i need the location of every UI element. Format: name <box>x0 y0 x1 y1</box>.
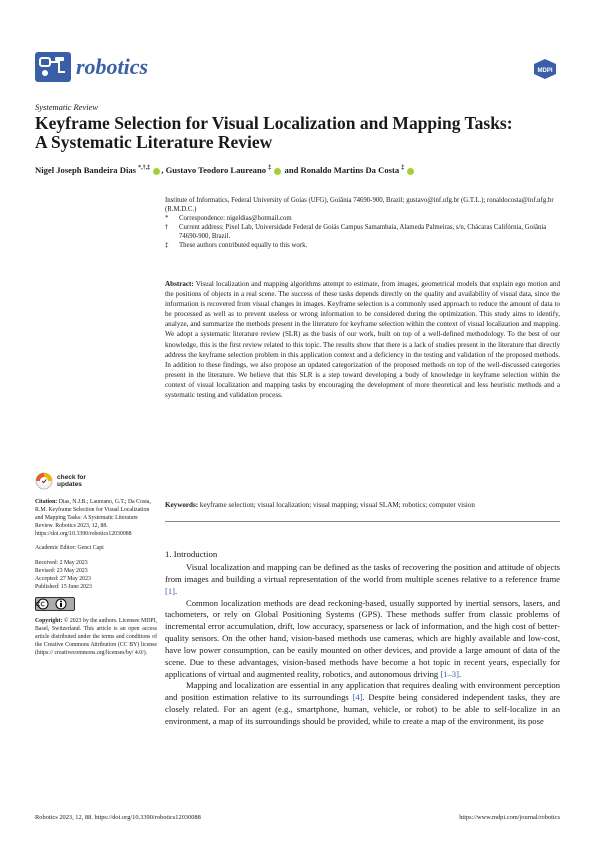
current-address-note: Current address: Pixel Lab, Universidade Federal de Goiás Campus Samambaia, Alameda Palmeiras, s/n, Chácaras Califórnia, Goiânia 74690-900, Brazil. <box>179 224 547 241</box>
check-updates-line: updates <box>57 481 82 488</box>
published-date: Published: 15 June 2023 <box>35 583 92 590</box>
copyright <box>35 617 157 657</box>
keywords-text: keyframe selection; visual localization; visual mapping; visual SLAM; robotics; computer vision <box>199 501 475 509</box>
abstract-label: Abstract: <box>165 280 194 288</box>
paragraph-text: Visual localization and mapping can be defined as the tasks of recovering the position and attitude of objects from images and building a virtual representation of the world from multiple scenes relative to a reference frame <box>165 562 560 584</box>
citation-link[interactable]: [4] <box>352 692 363 703</box>
author-name: Nigel Joseph Bandeira Dias <box>35 165 136 175</box>
check-for-updates-label <box>57 474 86 488</box>
check-updates-line: check for <box>57 474 86 481</box>
article-type: Systematic Review <box>35 102 99 112</box>
citation-link[interactable]: [1] <box>165 585 176 596</box>
note-mark: ‡ <box>165 242 169 250</box>
author-marks: ‡ <box>401 165 405 172</box>
copyright-label: Copyright: <box>35 617 63 624</box>
copyright-text: © 2023 by the authors. Licensee MDPI, Basel, Switzerland. This article is an open access article distributed under the terms and conditions of the Creative Commons Attribution (CC BY) license (https:// creativecommons.org/licenses/by/ 4.0/). <box>35 617 157 657</box>
author-separator: , <box>161 165 166 175</box>
page-footer <box>35 814 560 821</box>
academic-editor: Academic Editor: Genci Capi <box>35 545 104 552</box>
author-marks: ‡ <box>268 165 272 172</box>
paragraph-text: . <box>458 668 462 679</box>
divider <box>165 521 560 522</box>
check-for-updates-button[interactable] <box>35 472 157 490</box>
sidebar <box>35 472 157 657</box>
paragraph-text: Mapping and localization are essential in any application that requires dealing with environment perception and position estimation relative to its surroundings <box>165 680 560 703</box>
paragraph <box>165 598 560 681</box>
orcid-icon[interactable] <box>274 168 281 175</box>
abstract-text: Visual localization and mapping algorithms attempt to estimate, from images, geometrical models that explain ego motion and the positions of objects in a real scene. The success of these tasks depends directly on the quality and availability of visual data, since the information is recovered from visual changes in images. Keyframe selection is a commonly used approach to reduce the amount of data to be processed as well as to prevent useless or wrong information to be considered during the optimization. This study aims to identify, analyze, and summarize the methods present in the literature for keyframe selection within the context of visual localization and mapping. We adopt a systematic literature review (SLR) as the basis of our work, built on top of a well-defined methodology. To the best of our knowledge, this is the first review related to this topic. The results show that there is a lack of studies present in the literature that directly address the keyframe selection problem in this application context and a deficiency in the testing and validation of the proposed methods. In addition to these findings, we also propose an updated categorization of the proposed methods on top of the well-discussed categories present in the literature. We believe that this SLR is a step toward developing a body of knowledge in keyframe selection within the context of visual localization and mapping tasks by encouraging the development of more theoretical and less heuristic methods and a systematic testing and validation process. <box>165 280 560 400</box>
author-marks: *,†,‡ <box>138 165 151 172</box>
orcid-icon[interactable] <box>153 168 160 175</box>
author-separator: and <box>282 165 301 175</box>
paragraph <box>165 680 560 727</box>
paragraph-text: . <box>175 585 178 596</box>
correspondence-note: Correspondence: nigeldias@hotmail.com <box>179 215 292 223</box>
equal-contribution-note: These authors contributed equally to this work. <box>179 242 308 250</box>
citation-text: Dias, N.J.B.; Laureano, G.T.; Da Costa, R.M. Keyframe Selection for Visual Localization and Mapping Tasks: A Systematic Literature Review. Robotics 2023, 12, 88. https://doi.org/10.3390/robotics12030088 <box>35 499 151 538</box>
author-note <box>165 241 560 250</box>
paragraph-text: . Despite being considered independent tasks, they are closely related. For an agent (e.g., smartphone, human, vehicle, or robot) to be able to self-localize in an environment, a map of its surroundings should be provided, while to create a map of the environment, its pose <box>165 692 560 726</box>
citation-label: Citation: <box>35 499 58 505</box>
robotics-journal-logo-icon <box>35 52 71 82</box>
abstract <box>165 279 560 400</box>
footer-journal-url[interactable]: https://www.mdpi.com/journal/robotics <box>459 814 560 821</box>
page-header <box>35 48 560 88</box>
author-name: Ronaldo Martins Da Costa <box>300 165 400 175</box>
note-mark: * <box>165 215 169 223</box>
paragraph-text: Common localization methods are dead reckoning-based, usually supported by inertial sensors, lasers, and tachometers, or rely on Global Positioning Systems (GPS). These methods suffer from classic problems of incremental error accumulation, drift, low accuracy, sparseness or lack of information, and the high cost of better-quality sensors. On the other hand, vision-based methods use cameras, which are highly available and low-cost, have low power consumption, can be easily mounted on other devices, and provide a large amount of data of the scene. Due to these advantages, vision-based methods have become a hot topic in recent years, especially for applications of virtual and augmented reality, robotics, and autonomous driving <box>165 597 560 679</box>
svg-text:MDPI: MDPI <box>537 68 553 74</box>
author-note <box>165 214 560 223</box>
paragraph <box>165 562 560 598</box>
journal-name: robotics <box>76 54 149 79</box>
body-text <box>165 562 560 728</box>
accepted-date: Accepted: 27 May 2023 <box>35 575 91 582</box>
author-list <box>35 165 560 175</box>
keywords <box>165 500 560 510</box>
affiliation-text: Institute of Informatics, Federal University of Goias (UFG), Goiânia 74690-900, Brazil; gustavo@inf.ufg.br (G.T.L.); ronaldocosta@inf.ufg.br (R.M.D.C.) <box>165 197 554 214</box>
orcid-icon[interactable] <box>407 168 414 175</box>
article-title: Keyframe Selection for Visual Localization and Mapping Tasks: A Systematic Literature Review <box>35 113 513 152</box>
keywords-label: Keywords: <box>165 501 199 509</box>
author-note <box>165 223 560 241</box>
affiliations <box>165 196 560 251</box>
received-date: Received: 2 May 2023 <box>35 559 88 566</box>
citation-link[interactable]: [1–3] <box>440 668 459 679</box>
cc-by-license-icon[interactable] <box>35 597 75 611</box>
footer-citation: Robotics 2023, 12, 88. https://doi.org/10.3390/robotics12030088 <box>35 814 201 821</box>
citation <box>35 498 157 538</box>
note-mark: † <box>165 224 169 232</box>
check-for-updates-icon <box>35 472 53 490</box>
revised-date: Revised: 23 May 2023 <box>35 567 88 574</box>
mdpi-logo-icon <box>532 58 558 80</box>
section-heading: 1. Introduction <box>165 549 218 559</box>
author-name: Gustavo Teodoro Laureano <box>165 165 267 175</box>
